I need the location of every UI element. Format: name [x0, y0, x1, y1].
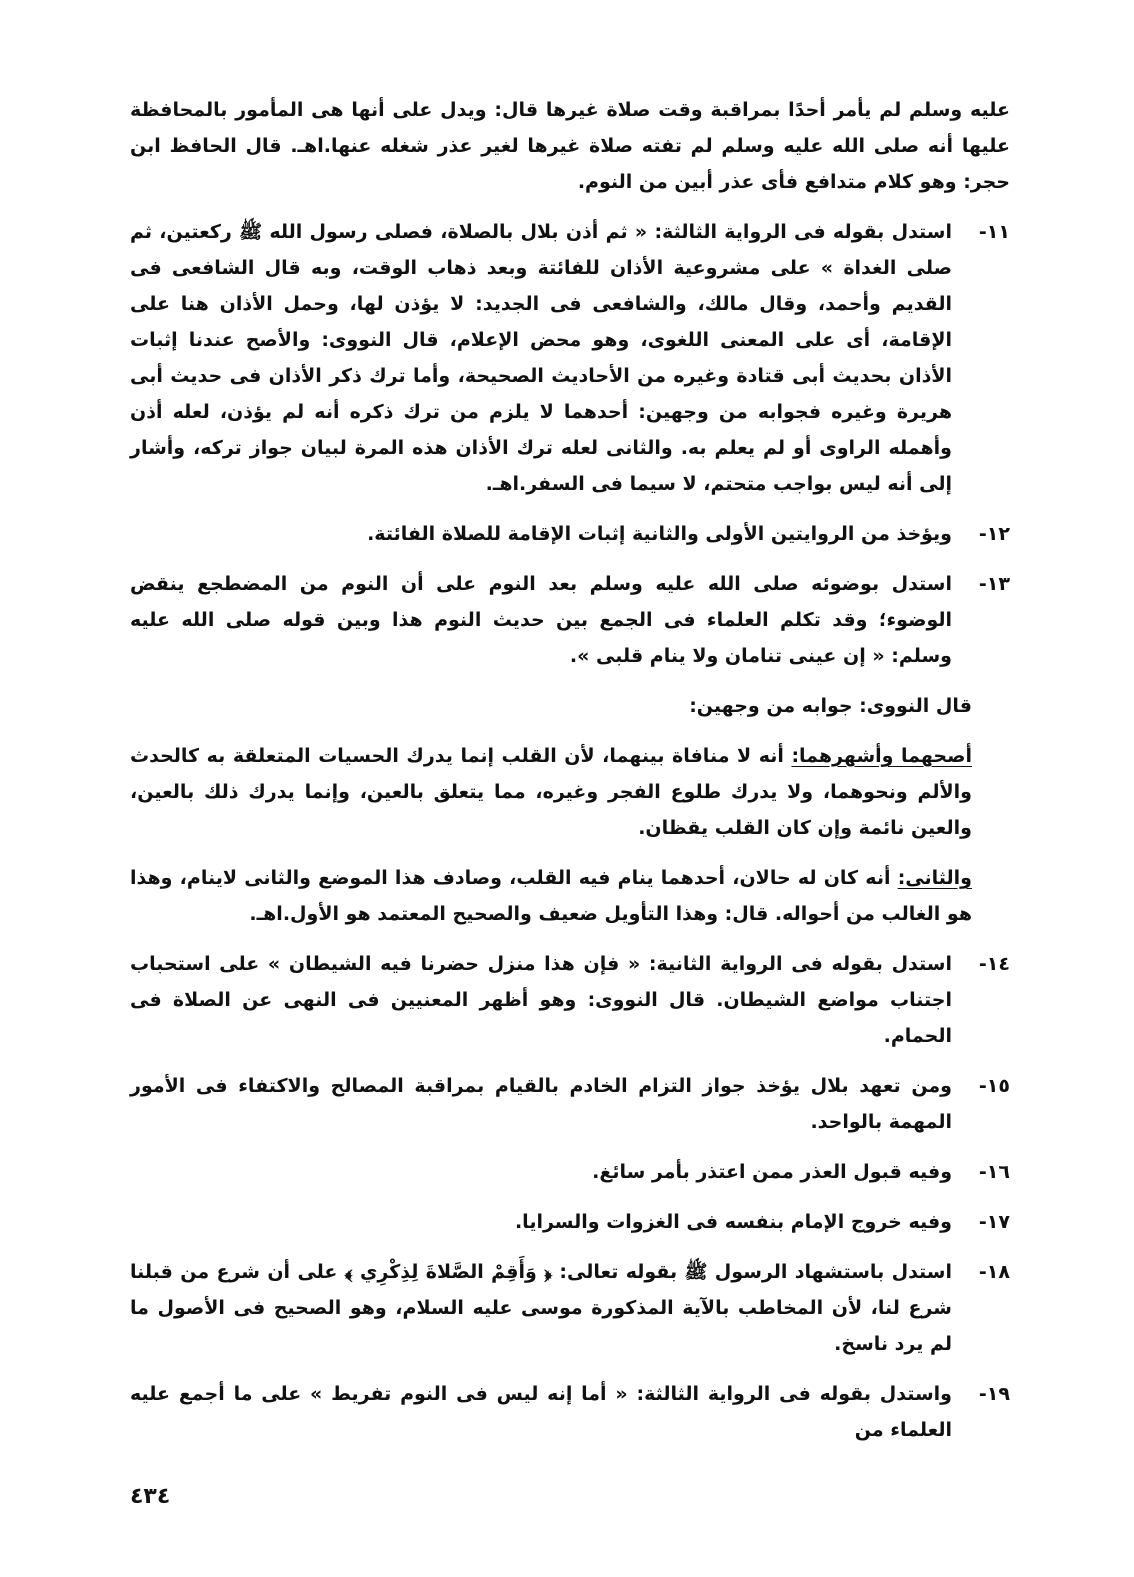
- item-number: ١١-: [978, 221, 1010, 243]
- nawawi-first-answer: [130, 738, 972, 846]
- item-text: ويؤخذ من الروايتين الأولى والثانية إثبات الإقامة للصلاة الفائتة.: [367, 523, 952, 545]
- item-text: استدل باستشهاد الرسول ﷺ بقوله تعالى: ﴿ وَأَقِمْ الصَّلاةَ لِذِكْرِي ﴾ على أن شرع من قبلنا شرع لنا، لأن المخاطب بالآية المذكورة موسى عليه السلام، وهو الصحيح فى الأصول ما لم يرد ناسخ.: [130, 1261, 952, 1355]
- item-number: ١٩-: [978, 1383, 1010, 1405]
- page-body: [130, 92, 1010, 1462]
- list-item: [130, 214, 1010, 502]
- item-number: ١٨-: [978, 1261, 1010, 1283]
- item-number: ١٣-: [978, 573, 1010, 595]
- page-number: ٤٣٤: [130, 1484, 171, 1509]
- item-text: استدل بقوله فى الرواية الثانية: « فإن هذا منزل حضرنا فيه الشيطان » على استحباب اجتناب مواضع الشيطان. قال النووى: وهو أظهر المعنيين فى النهى عن الصلاة فى الحمام.: [130, 953, 952, 1047]
- item-text: وفيه قبول العذر ممن اعتذر بأمر سائغ.: [592, 1161, 952, 1183]
- item-text: واستدل بقوله فى الرواية الثالثة: « أما إنه ليس فى النوم تفريط » على ما أجمع عليه العلماء من: [130, 1383, 952, 1441]
- list-item: [130, 946, 1010, 1054]
- first-answer-label: أصحهما وأشهرهما:: [791, 745, 973, 767]
- list-item: [130, 566, 1010, 674]
- list-item: [130, 1204, 1010, 1240]
- item-text: ومن تعهد بلال يؤخذ جواز التزام الخادم بالقيام بمراقبة المصالح والاكتفاء فى الأمور المهمة بالواحد.: [130, 1075, 952, 1133]
- list-item: [130, 516, 1010, 552]
- list-item: [130, 1154, 1010, 1190]
- second-answer-label: والثانى:: [897, 867, 972, 889]
- nawawi-intro: قال النووى: جوابه من وجهين:: [689, 695, 972, 717]
- intro-paragraph: عليه وسلم لم يأمر أحدًا بمراقبة وقت صلاة غيرها قال: ويدل على أنها هى المأمور بالمحافظة عليها أنه صلى الله عليه وسلم لم تفته صلاة غيرها لغير عذر شغله عنها.اهـ. قال الحافظ ابن حجر: وهو كلام متدافع فأى عذر أبين من النوم.: [130, 99, 1010, 193]
- item-number: ١٧-: [978, 1211, 1010, 1233]
- nawawi-second-answer: [130, 860, 972, 932]
- item-text: استدل بوضوئه صلى الله عليه وسلم بعد النوم على أن النوم من المضطجع ينقض الوضوء؛ وقد تكلم العلماء فى الجمع بين حديث النوم هذا وبين قوله صلى الله عليه وسلم: « إن عينى تنامان ولا ينام قلبى ».: [130, 573, 952, 667]
- list-item: [130, 1254, 1010, 1362]
- first-answer-text: أنه لا منافاة بينهما، لأن القلب إنما يدرك الحسيات المتعلقة به كالحدث والألم ونحوهما، ولا يدرك طلوع الفجر وغيره، مما يتعلق بالعين، وإنما يدرك ذلك بالعين، والعين نائمة وإن كان القلب يقظان.: [130, 745, 972, 839]
- second-answer-text: أنه كان له حالان، أحدهما ينام فيه القلب، وصادف هذا الموضع والثانى لاينام، وهذا هو الغالب من أحواله. قال: وهذا التأويل ضعيف والصحيح المعتمد هو الأول.اهـ.: [130, 867, 972, 925]
- item-number: ١٤-: [978, 953, 1010, 975]
- list-item: [130, 1068, 1010, 1140]
- item-number: ١٦-: [978, 1161, 1010, 1183]
- item-text: وفيه خروج الإمام بنفسه فى الغزوات والسرايا.: [514, 1211, 952, 1233]
- item-number: ١٢-: [978, 523, 1010, 545]
- list-item: [130, 1376, 1010, 1448]
- item-number: ١٥-: [978, 1075, 1010, 1097]
- item-text: استدل بقوله فى الرواية الثالثة: « ثم أذن بلال بالصلاة، فصلى رسول الله ﷺ ركعتين، ثم صلى الغداة » على مشروعية الأذان للفائتة وبعد ذهاب الوقت، وبه قال الشافعى فى القديم وأحمد، وقال مالك، والشافعى فى الجديد: لا يؤذن لها، وحمل الأذان هنا على الإقامة، أى على المعنى اللغوى، وهو محض الإعلام، قال النووى: والأصح عندنا إثبات الأذان بحديث أبى قتادة وغيره من الأحاديث الصحيحة، وأما ترك ذكر الأذان فى حديث أبى هريرة وغيره فجوابه من وجهين: أحدهما لا يلزم من ترك ذكره أنه لم يؤذن، لعله أذن وأهمله الراوى أو لم يعلم به. والثانى لعله ترك الأذان هذه المرة لبيان جواز تركه، وأشار إلى أنه ليس بواجب متحتم، لا سيما فى السفر.اهـ.: [130, 221, 952, 495]
